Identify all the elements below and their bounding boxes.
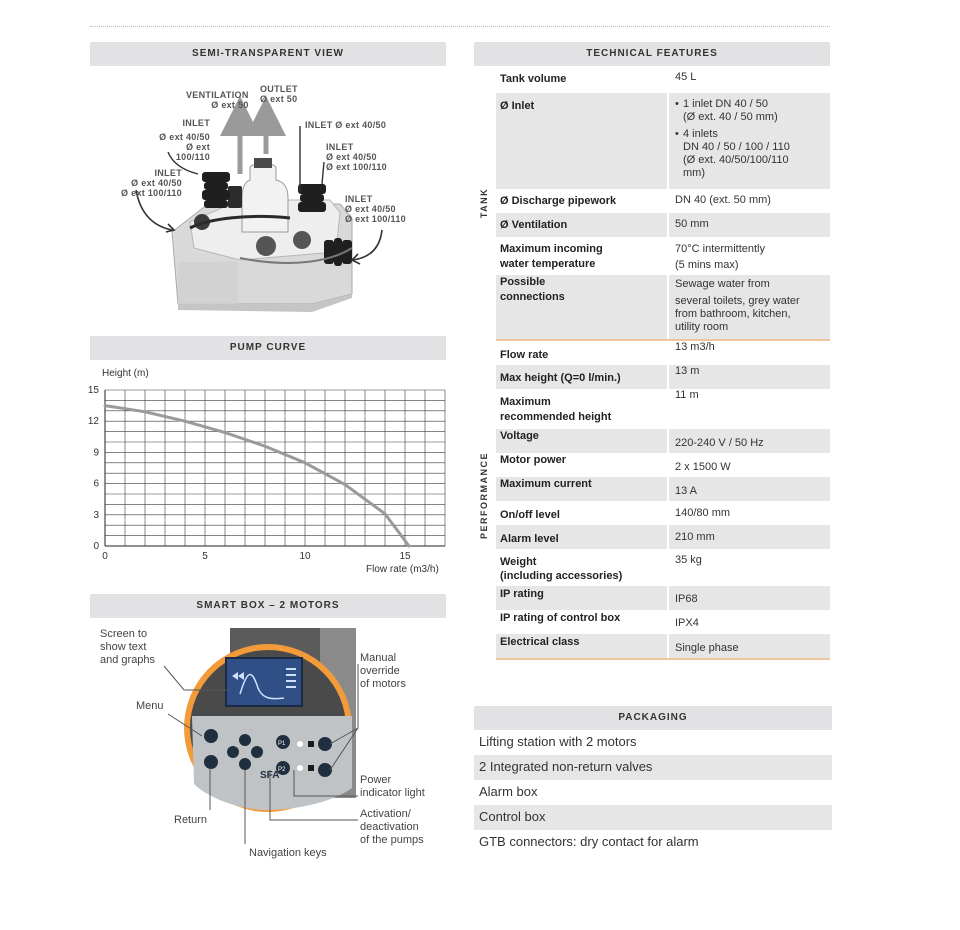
max-rec-height-label-line1: Maximum bbox=[500, 396, 551, 408]
row-ip-rating bbox=[496, 586, 830, 610]
max-height-value: 13 m bbox=[667, 365, 830, 389]
row-motor-power bbox=[496, 453, 830, 477]
chart-xlabel: Flow rate (m3/h) bbox=[366, 564, 439, 575]
label-inlet-c-line1: INLET bbox=[326, 142, 354, 152]
max-incoming-label-line2: water temperature bbox=[500, 258, 596, 270]
motor-power-value: 2 x 1500 W bbox=[667, 453, 830, 477]
max-incoming-value-line1: 70°C intermittently bbox=[675, 243, 765, 255]
inlet-item-2-line3: (Ø ext. 40/50/100/110 bbox=[683, 154, 789, 166]
onoff-value: 140/80 mm bbox=[667, 501, 830, 525]
packaging-item: Alarm box bbox=[479, 784, 538, 799]
connections-label-line1: Possible bbox=[500, 276, 546, 288]
label-power-line2: indicator light bbox=[360, 787, 425, 799]
discharge-value: DN 40 (ext. 50 mm) bbox=[667, 189, 830, 213]
label-inlet-d-line3: Ø ext 100/110 bbox=[121, 188, 182, 198]
ip-rating-value: IP68 bbox=[667, 586, 830, 610]
flow-rate-label: Flow rate bbox=[500, 349, 549, 361]
label-inlet-c-line2: Ø ext 40/50 bbox=[326, 152, 377, 162]
label-manual-line3: of motors bbox=[360, 678, 406, 690]
inlet-item-1 bbox=[675, 98, 830, 124]
label-inlet-d-line2: Ø ext 40/50 bbox=[131, 178, 182, 188]
chart-ylabel: Height (m) bbox=[102, 368, 149, 379]
label-ventilation-line2: Ø ext 50 bbox=[211, 100, 249, 110]
row-alarm-level bbox=[496, 525, 830, 549]
alarm-value: 210 mm bbox=[667, 525, 830, 549]
packaging-item: Control box bbox=[474, 805, 832, 830]
row-max-recommended-height bbox=[496, 389, 830, 429]
connections-value bbox=[667, 275, 830, 339]
technical-features-header: TECHNICAL FEATURES bbox=[474, 42, 830, 66]
max-rec-height-label-line2: recommended height bbox=[500, 411, 612, 423]
row-max-current bbox=[496, 477, 830, 501]
label-ventilation-line1: VENTILATION bbox=[186, 90, 249, 100]
ventilation-value: 50 mm bbox=[667, 213, 830, 237]
row-onoff-level bbox=[496, 501, 830, 525]
y-tick-label: 3 bbox=[93, 509, 99, 521]
label-activation-line3: of the pumps bbox=[360, 834, 424, 846]
row-electrical-class bbox=[496, 634, 830, 658]
label-return: Return bbox=[174, 814, 208, 826]
row-voltage bbox=[496, 429, 830, 453]
motor-power-label: Motor power bbox=[500, 454, 566, 466]
x-tick-label: 10 bbox=[299, 551, 311, 562]
inlet-list bbox=[675, 98, 830, 180]
connections-label bbox=[496, 275, 667, 339]
y-tick-label: 12 bbox=[87, 416, 99, 428]
inlet-label: Ø Inlet bbox=[500, 100, 535, 112]
max-rec-height-value: 11 m bbox=[667, 389, 830, 429]
connections-value-line3: from bathroom, kitchen, bbox=[675, 308, 791, 320]
x-tick-label: 5 bbox=[202, 551, 208, 562]
inlet-item-1-bullet: • bbox=[675, 98, 679, 110]
label-outlet-line2: Ø ext 50 bbox=[260, 94, 298, 104]
max-incoming-value bbox=[667, 237, 830, 275]
inlet-item-1-line2: (Ø ext. 40 / 50 mm) bbox=[683, 111, 778, 123]
connections-value-line1: Sewage water from bbox=[675, 278, 770, 290]
panel-p2: P2 bbox=[278, 767, 286, 773]
connections-value-line4: utility room bbox=[675, 321, 729, 333]
y-tick-label: 6 bbox=[93, 478, 99, 490]
inlet-item-2-bullet: • bbox=[675, 128, 679, 140]
label-manual-line2: override bbox=[360, 665, 400, 677]
inlet-item-2 bbox=[675, 128, 830, 180]
weight-label-line1: Weight bbox=[500, 556, 537, 568]
label-inlet-d-line1: INLET bbox=[154, 168, 182, 178]
label-inlet-b: INLET Ø ext 40/50 bbox=[305, 120, 387, 130]
ip-box-label: IP rating of control box bbox=[500, 612, 621, 624]
row-max-height bbox=[496, 365, 830, 389]
y-tick-label: 0 bbox=[93, 541, 99, 552]
ip-rating-label: IP rating bbox=[500, 588, 544, 600]
tank-volume-value: 45 L bbox=[667, 66, 830, 93]
label-outlet bbox=[260, 84, 298, 104]
label-activation-line1: Activation/ bbox=[360, 808, 411, 820]
packaging-item: 2 Integrated non-return valves bbox=[474, 755, 832, 780]
smart-box-illustration bbox=[90, 618, 446, 868]
semi-transparent-view-header: SEMI-TRANSPARENT VIEW bbox=[90, 42, 446, 66]
row-weight bbox=[496, 549, 830, 586]
weight-value: 35 kg bbox=[667, 549, 830, 586]
max-current-value: 13 A bbox=[667, 477, 830, 501]
label-inlet-e-line1: INLET bbox=[345, 194, 373, 204]
inlet-value bbox=[667, 93, 830, 189]
packaging-item: Lifting station with 2 motors bbox=[479, 734, 637, 749]
max-current-label: Maximum current bbox=[500, 478, 592, 490]
label-inlet-a bbox=[150, 118, 210, 162]
inlet-item-2-line4: mm) bbox=[683, 167, 705, 179]
label-inlet-c-line3: Ø ext 100/110 bbox=[326, 162, 387, 172]
row-max-incoming-temp bbox=[496, 237, 830, 275]
row-ip-rating-control-box bbox=[496, 610, 830, 634]
label-screen-line3: and graphs bbox=[100, 654, 156, 666]
label-inlet-a-line1: INLET bbox=[182, 118, 210, 128]
max-incoming-label-line1: Maximum incoming bbox=[500, 243, 603, 255]
label-inlet-e-line3: Ø ext 100/110 bbox=[345, 214, 406, 224]
voltage-value: 220-240 V / 50 Hz bbox=[667, 429, 830, 453]
max-incoming-value-line2: (5 mins max) bbox=[675, 259, 739, 271]
row-inlet bbox=[496, 93, 830, 189]
pump-curve-chart bbox=[87, 362, 460, 582]
label-activation-line2: deactivation bbox=[360, 821, 419, 833]
performance-section-divider bbox=[496, 658, 830, 660]
inlet-item-1-line1: 1 inlet DN 40 / 50 bbox=[683, 98, 768, 110]
max-incoming-label bbox=[496, 237, 667, 275]
connections-label-line2: connections bbox=[500, 291, 565, 303]
weight-label bbox=[496, 549, 667, 586]
smart-box-header: SMART BOX – 2 MOTORS bbox=[90, 594, 446, 618]
label-activation bbox=[360, 808, 424, 847]
label-inlet-e bbox=[345, 194, 406, 224]
label-outlet-line1: OUTLET bbox=[260, 84, 298, 94]
inlet-item-2-line1: 4 inlets bbox=[683, 128, 718, 140]
discharge-label: Ø Discharge pipework bbox=[500, 195, 617, 207]
y-tick-label: 15 bbox=[87, 385, 99, 396]
label-screen-line1: Screen to bbox=[100, 628, 148, 640]
x-tick-label: 0 bbox=[102, 551, 108, 562]
panel-p1: P1 bbox=[278, 741, 286, 747]
label-inlet-a-line3: Ø ext 100/110 bbox=[175, 142, 210, 162]
label-screen bbox=[100, 628, 155, 667]
chart-plot-area bbox=[87, 362, 460, 582]
tank-volume-label: Tank volume bbox=[500, 73, 567, 85]
x-tick-label: 15 bbox=[399, 551, 411, 562]
lifting-station-illustration bbox=[90, 72, 446, 322]
ventilation-label: Ø Ventilation bbox=[500, 219, 568, 231]
max-rec-height-label bbox=[496, 389, 667, 429]
connections-value-line2: several toilets, grey water bbox=[675, 295, 800, 307]
pump-curve-header: PUMP CURVE bbox=[90, 336, 446, 360]
ip-box-value: IPX4 bbox=[667, 610, 830, 634]
max-height-label: Max height (Q=0 l/min.) bbox=[500, 372, 621, 384]
tank-section-label: TANK bbox=[479, 187, 489, 219]
label-menu: Menu bbox=[136, 700, 164, 712]
row-tank-volume bbox=[496, 66, 830, 93]
row-discharge bbox=[496, 189, 830, 213]
label-inlet-c bbox=[326, 142, 387, 172]
performance-section-label: PERFORMANCE bbox=[479, 451, 489, 539]
row-possible-connections bbox=[496, 275, 830, 339]
alarm-label: Alarm level bbox=[500, 533, 559, 545]
panel-brand: SFA bbox=[260, 770, 280, 781]
elec-value: Single phase bbox=[667, 634, 830, 658]
label-screen-line2: show text bbox=[100, 641, 147, 653]
top-divider bbox=[90, 26, 830, 27]
label-manual-line1: Manual bbox=[360, 652, 397, 664]
flow-rate-value: 13 m3/h bbox=[667, 341, 830, 365]
voltage-label: Voltage bbox=[500, 430, 539, 442]
label-inlet-e-line2: Ø ext 40/50 bbox=[345, 204, 396, 214]
onoff-label: On/off level bbox=[500, 509, 560, 521]
label-navigation-keys: Navigation keys bbox=[249, 847, 327, 859]
label-power-indicator bbox=[360, 774, 425, 800]
row-ventilation bbox=[496, 213, 830, 237]
weight-label-line2: (including accessories) bbox=[500, 570, 623, 582]
packaging-item: GTB connectors: dry contact for alarm bbox=[479, 834, 699, 849]
row-flow-rate bbox=[496, 341, 830, 365]
label-manual-override bbox=[360, 652, 406, 691]
label-inlet-d bbox=[118, 168, 182, 198]
y-tick-label: 9 bbox=[93, 447, 99, 459]
tank-section-divider bbox=[496, 339, 830, 341]
elec-label: Electrical class bbox=[500, 636, 580, 648]
label-power-line1: Power bbox=[360, 774, 392, 786]
label-ventilation bbox=[186, 90, 249, 110]
inlet-item-2-line2: DN 40 / 50 / 100 / 110 bbox=[683, 141, 790, 153]
packaging-header: PACKAGING bbox=[474, 706, 832, 730]
label-inlet-a-line2: Ø ext 40/50 bbox=[159, 132, 210, 142]
